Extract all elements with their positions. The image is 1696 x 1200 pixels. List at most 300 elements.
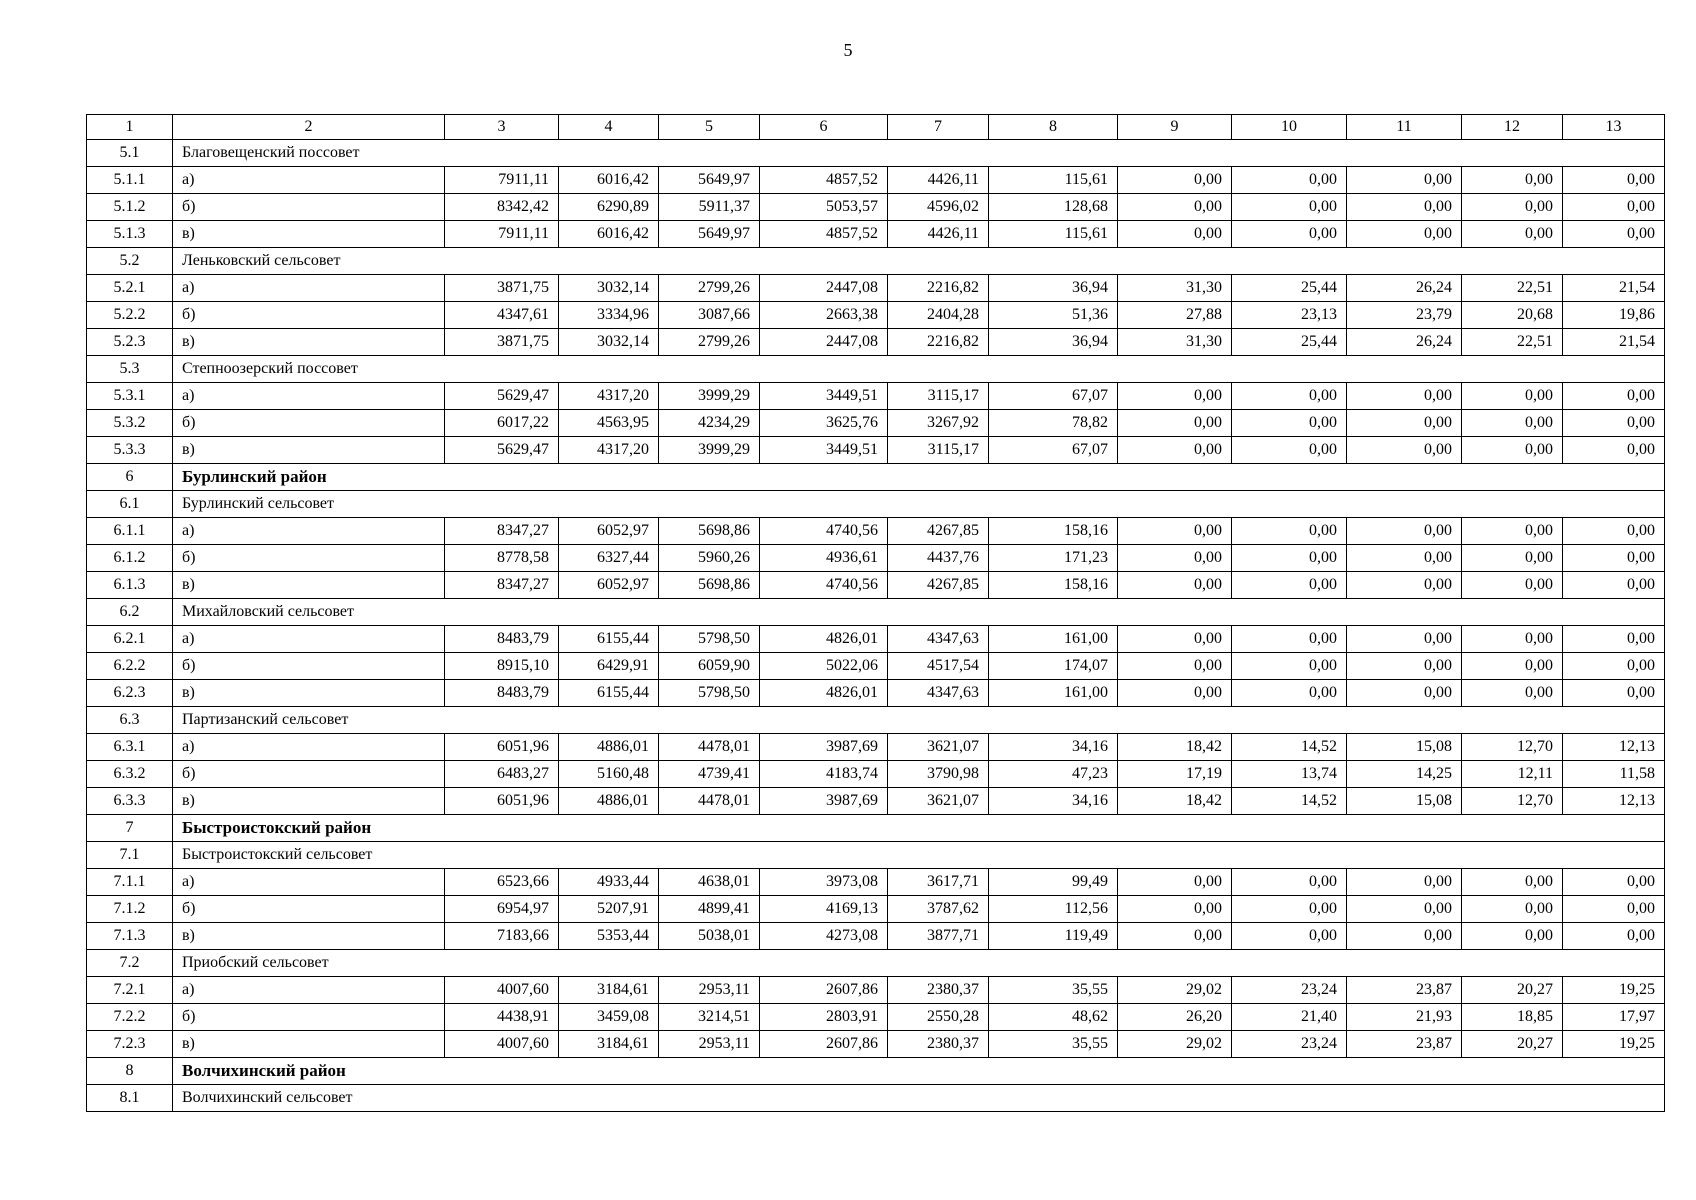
value-cell-col-11: 23,87: [1347, 1031, 1462, 1058]
settlement-row: [87, 842, 1665, 869]
value-cell-col-5: 6059,90: [659, 653, 760, 680]
row-code: 7.1.1: [87, 869, 173, 896]
settlement-name: Михайловский сельсовет: [173, 599, 1665, 626]
value-cell-col-4: 6016,42: [559, 221, 659, 248]
value-cell-col-12: 0,00: [1462, 194, 1563, 221]
value-cell-col-7: 3617,71: [888, 869, 989, 896]
value-cell-col-4: 6155,44: [559, 680, 659, 707]
value-cell-col-8: 99,49: [989, 869, 1118, 896]
value-cell-col-4: 3184,61: [559, 977, 659, 1004]
value-cell-col-4: 4317,20: [559, 437, 659, 464]
value-cell-col-11: 15,08: [1347, 734, 1462, 761]
district-row: [87, 1058, 1665, 1085]
value-cell-col-13: 0,00: [1563, 194, 1665, 221]
value-cell-col-9: 0,00: [1118, 896, 1232, 923]
value-cell-col-5: 3087,66: [659, 302, 760, 329]
value-cell-col-10: 23,24: [1232, 977, 1347, 1004]
row-code: 7.2.3: [87, 1031, 173, 1058]
table-row: [87, 302, 1665, 329]
settlement-row: [87, 1085, 1665, 1112]
value-cell-col-13: 21,54: [1563, 329, 1665, 356]
value-cell-col-8: 161,00: [989, 680, 1118, 707]
value-cell-col-8: 51,36: [989, 302, 1118, 329]
value-cell-col-10: 13,74: [1232, 761, 1347, 788]
value-cell-col-13: 0,00: [1563, 869, 1665, 896]
value-cell-col-3: 3871,75: [445, 329, 559, 356]
variant-label: б): [173, 1004, 445, 1031]
column-header-1: 1: [87, 115, 173, 140]
variant-label: а): [173, 167, 445, 194]
value-cell-col-8: 161,00: [989, 626, 1118, 653]
variant-label: а): [173, 518, 445, 545]
value-cell-col-10: 0,00: [1232, 896, 1347, 923]
row-code: 8.1: [87, 1085, 173, 1112]
page-number: 5: [843, 40, 853, 60]
value-cell-col-7: 3115,17: [888, 437, 989, 464]
value-cell-col-7: 4426,11: [888, 221, 989, 248]
value-cell-col-11: 14,25: [1347, 761, 1462, 788]
column-header-11: 11: [1347, 115, 1462, 140]
value-cell-col-9: 0,00: [1118, 626, 1232, 653]
table-row: [87, 653, 1665, 680]
value-cell-col-7: 2216,82: [888, 329, 989, 356]
value-cell-col-8: 47,23: [989, 761, 1118, 788]
row-code: 7.1.3: [87, 923, 173, 950]
value-cell-col-12: 0,00: [1462, 653, 1563, 680]
row-code: 7: [87, 815, 173, 842]
value-cell-col-7: 3267,92: [888, 410, 989, 437]
value-cell-col-8: 112,56: [989, 896, 1118, 923]
settlement-row: [87, 140, 1665, 167]
value-cell-col-6: 3449,51: [760, 383, 888, 410]
value-cell-col-7: 3621,07: [888, 788, 989, 815]
value-cell-col-12: 12,70: [1462, 788, 1563, 815]
value-cell-col-4: 6052,97: [559, 572, 659, 599]
value-cell-col-3: 6051,96: [445, 734, 559, 761]
value-cell-col-3: 8342,42: [445, 194, 559, 221]
value-cell-col-9: 29,02: [1118, 977, 1232, 1004]
table-body: [87, 140, 1665, 1112]
value-cell-col-9: 0,00: [1118, 437, 1232, 464]
value-cell-col-9: 31,30: [1118, 275, 1232, 302]
table-row: [87, 869, 1665, 896]
row-code: 5.1: [87, 140, 173, 167]
table-row: [87, 275, 1665, 302]
district-name: Волчихинский район: [173, 1058, 1665, 1085]
value-cell-col-9: 0,00: [1118, 545, 1232, 572]
value-cell-col-13: 0,00: [1563, 896, 1665, 923]
value-cell-col-4: 4317,20: [559, 383, 659, 410]
value-cell-col-8: 67,07: [989, 437, 1118, 464]
row-code: 6.3: [87, 707, 173, 734]
value-cell-col-6: 4857,52: [760, 221, 888, 248]
value-cell-col-7: 4267,85: [888, 572, 989, 599]
value-cell-col-10: 25,44: [1232, 275, 1347, 302]
value-cell-col-9: 18,42: [1118, 734, 1232, 761]
value-cell-col-13: 0,00: [1563, 572, 1665, 599]
value-cell-col-3: 4438,91: [445, 1004, 559, 1031]
value-cell-col-10: 0,00: [1232, 167, 1347, 194]
value-cell-col-11: 15,08: [1347, 788, 1462, 815]
value-cell-col-6: 5053,57: [760, 194, 888, 221]
value-cell-col-8: 34,16: [989, 788, 1118, 815]
value-cell-col-10: 0,00: [1232, 437, 1347, 464]
value-cell-col-3: 3871,75: [445, 275, 559, 302]
value-cell-col-12: 0,00: [1462, 923, 1563, 950]
table-row: [87, 221, 1665, 248]
value-cell-col-10: 0,00: [1232, 410, 1347, 437]
value-cell-col-13: 0,00: [1563, 545, 1665, 572]
row-code: 6: [87, 464, 173, 491]
value-cell-col-4: 3459,08: [559, 1004, 659, 1031]
value-cell-col-11: 0,00: [1347, 437, 1462, 464]
settlement-row: [87, 707, 1665, 734]
settlement-name: Бурлинский сельсовет: [173, 491, 1665, 518]
value-cell-col-4: 3184,61: [559, 1031, 659, 1058]
value-cell-col-9: 0,00: [1118, 194, 1232, 221]
value-cell-col-8: 35,55: [989, 977, 1118, 1004]
value-cell-col-10: 0,00: [1232, 545, 1347, 572]
value-cell-col-6: 4857,52: [760, 167, 888, 194]
variant-label: а): [173, 275, 445, 302]
value-cell-col-5: 4478,01: [659, 734, 760, 761]
value-cell-col-8: 171,23: [989, 545, 1118, 572]
row-code: 6.1.3: [87, 572, 173, 599]
variant-label: б): [173, 302, 445, 329]
value-cell-col-4: 3334,96: [559, 302, 659, 329]
value-cell-col-13: 11,58: [1563, 761, 1665, 788]
value-cell-col-5: 5649,97: [659, 221, 760, 248]
value-cell-col-6: 2447,08: [760, 275, 888, 302]
row-code: 6.3.3: [87, 788, 173, 815]
value-cell-col-12: 12,11: [1462, 761, 1563, 788]
value-cell-col-13: 0,00: [1563, 923, 1665, 950]
column-header-5: 5: [659, 115, 760, 140]
variant-label: а): [173, 383, 445, 410]
table-row: [87, 410, 1665, 437]
column-header-9: 9: [1118, 115, 1232, 140]
column-header-6: 6: [760, 115, 888, 140]
value-cell-col-13: 19,25: [1563, 1031, 1665, 1058]
value-cell-col-4: 6016,42: [559, 167, 659, 194]
value-cell-col-8: 115,61: [989, 221, 1118, 248]
value-cell-col-8: 158,16: [989, 572, 1118, 599]
value-cell-col-9: 18,42: [1118, 788, 1232, 815]
table-row: [87, 788, 1665, 815]
table-row: [87, 329, 1665, 356]
value-cell-col-13: 0,00: [1563, 626, 1665, 653]
value-cell-col-4: 4933,44: [559, 869, 659, 896]
value-cell-col-13: 0,00: [1563, 167, 1665, 194]
value-cell-col-6: 4936,61: [760, 545, 888, 572]
table-row: [87, 734, 1665, 761]
table-row: [87, 680, 1665, 707]
variant-label: в): [173, 572, 445, 599]
variant-label: в): [173, 437, 445, 464]
value-cell-col-7: 4596,02: [888, 194, 989, 221]
value-cell-col-10: 23,13: [1232, 302, 1347, 329]
column-header-8: 8: [989, 115, 1118, 140]
value-cell-col-9: 31,30: [1118, 329, 1232, 356]
settlement-row: [87, 356, 1665, 383]
variant-label: б): [173, 653, 445, 680]
row-code: 5.1.2: [87, 194, 173, 221]
variant-label: в): [173, 680, 445, 707]
value-cell-col-7: 3790,98: [888, 761, 989, 788]
value-cell-col-5: 2953,11: [659, 977, 760, 1004]
district-row: [87, 815, 1665, 842]
value-cell-col-11: 0,00: [1347, 572, 1462, 599]
value-cell-col-6: 4169,13: [760, 896, 888, 923]
value-cell-col-10: 0,00: [1232, 572, 1347, 599]
value-cell-col-11: 0,00: [1347, 869, 1462, 896]
row-code: 5.1.1: [87, 167, 173, 194]
column-header-4: 4: [559, 115, 659, 140]
value-cell-col-10: 0,00: [1232, 518, 1347, 545]
variant-label: б): [173, 194, 445, 221]
row-code: 5.2.2: [87, 302, 173, 329]
value-cell-col-10: 23,24: [1232, 1031, 1347, 1058]
value-cell-col-3: 8483,79: [445, 680, 559, 707]
value-cell-col-9: 26,20: [1118, 1004, 1232, 1031]
value-cell-col-10: 0,00: [1232, 626, 1347, 653]
value-cell-col-11: 0,00: [1347, 410, 1462, 437]
value-cell-col-6: 3973,08: [760, 869, 888, 896]
row-code: 6.2.1: [87, 626, 173, 653]
settlement-row: [87, 599, 1665, 626]
value-cell-col-12: 0,00: [1462, 896, 1563, 923]
table-row: [87, 761, 1665, 788]
tariff-table: [86, 114, 1665, 1112]
settlement-row: [87, 248, 1665, 275]
value-cell-col-3: 6483,27: [445, 761, 559, 788]
value-cell-col-5: 4234,29: [659, 410, 760, 437]
variant-label: а): [173, 977, 445, 1004]
value-cell-col-13: 0,00: [1563, 437, 1665, 464]
value-cell-col-3: 5629,47: [445, 383, 559, 410]
value-cell-col-13: 0,00: [1563, 221, 1665, 248]
row-code: 8: [87, 1058, 173, 1085]
settlement-name: Волчихинский сельсовет: [173, 1085, 1665, 1112]
value-cell-col-8: 128,68: [989, 194, 1118, 221]
value-cell-col-10: 0,00: [1232, 194, 1347, 221]
value-cell-col-4: 4563,95: [559, 410, 659, 437]
row-code: 5.3.1: [87, 383, 173, 410]
value-cell-col-8: 67,07: [989, 383, 1118, 410]
value-cell-col-11: 23,79: [1347, 302, 1462, 329]
value-cell-col-5: 2799,26: [659, 275, 760, 302]
value-cell-col-12: 0,00: [1462, 545, 1563, 572]
column-header-13: 13: [1563, 115, 1665, 140]
variant-label: а): [173, 869, 445, 896]
table-row: [87, 383, 1665, 410]
value-cell-col-6: 3449,51: [760, 437, 888, 464]
value-cell-col-7: 4347,63: [888, 680, 989, 707]
value-cell-col-3: 7183,66: [445, 923, 559, 950]
row-code: 5.2: [87, 248, 173, 275]
value-cell-col-8: 119,49: [989, 923, 1118, 950]
value-cell-col-9: 0,00: [1118, 167, 1232, 194]
value-cell-col-3: 6954,97: [445, 896, 559, 923]
value-cell-col-10: 0,00: [1232, 221, 1347, 248]
table-row: [87, 977, 1665, 1004]
value-cell-col-6: 2663,38: [760, 302, 888, 329]
value-cell-col-13: 0,00: [1563, 383, 1665, 410]
value-cell-col-3: 8778,58: [445, 545, 559, 572]
table-row: [87, 545, 1665, 572]
value-cell-col-12: 0,00: [1462, 383, 1563, 410]
value-cell-col-7: 2404,28: [888, 302, 989, 329]
value-cell-col-9: 0,00: [1118, 518, 1232, 545]
table-row: [87, 1031, 1665, 1058]
settlement-name: Партизанский сельсовет: [173, 707, 1665, 734]
row-code: 5.2.3: [87, 329, 173, 356]
value-cell-col-6: 2607,86: [760, 977, 888, 1004]
table-row: [87, 518, 1665, 545]
value-cell-col-4: 6429,91: [559, 653, 659, 680]
value-cell-col-11: 0,00: [1347, 545, 1462, 572]
value-cell-col-12: 12,70: [1462, 734, 1563, 761]
column-header-7: 7: [888, 115, 989, 140]
value-cell-col-11: 0,00: [1347, 923, 1462, 950]
value-cell-col-4: 4886,01: [559, 734, 659, 761]
value-cell-col-6: 3625,76: [760, 410, 888, 437]
value-cell-col-5: 2953,11: [659, 1031, 760, 1058]
value-cell-col-8: 34,16: [989, 734, 1118, 761]
value-cell-col-7: 3621,07: [888, 734, 989, 761]
settlement-name: Леньковский сельсовет: [173, 248, 1665, 275]
value-cell-col-7: 3787,62: [888, 896, 989, 923]
value-cell-col-10: 0,00: [1232, 923, 1347, 950]
value-cell-col-12: 0,00: [1462, 518, 1563, 545]
value-cell-col-3: 4007,60: [445, 977, 559, 1004]
row-code: 7.2: [87, 950, 173, 977]
variant-label: а): [173, 734, 445, 761]
value-cell-col-12: 20,27: [1462, 1031, 1563, 1058]
value-cell-col-4: 6290,89: [559, 194, 659, 221]
settlement-name: Благовещенский поссовет: [173, 140, 1665, 167]
value-cell-col-10: 25,44: [1232, 329, 1347, 356]
value-cell-col-4: 5160,48: [559, 761, 659, 788]
value-cell-col-5: 5911,37: [659, 194, 760, 221]
value-cell-col-9: 17,19: [1118, 761, 1232, 788]
value-cell-col-5: 4478,01: [659, 788, 760, 815]
value-cell-col-6: 4273,08: [760, 923, 888, 950]
value-cell-col-13: 21,54: [1563, 275, 1665, 302]
value-cell-col-6: 2447,08: [760, 329, 888, 356]
value-cell-col-13: 19,25: [1563, 977, 1665, 1004]
value-cell-col-9: 0,00: [1118, 410, 1232, 437]
value-cell-col-13: 0,00: [1563, 518, 1665, 545]
table-row: [87, 572, 1665, 599]
value-cell-col-11: 0,00: [1347, 896, 1462, 923]
value-cell-col-3: 8915,10: [445, 653, 559, 680]
district-row: [87, 464, 1665, 491]
value-cell-col-9: 0,00: [1118, 653, 1232, 680]
value-cell-col-11: 0,00: [1347, 167, 1462, 194]
value-cell-col-9: 0,00: [1118, 680, 1232, 707]
value-cell-col-9: 0,00: [1118, 221, 1232, 248]
settlement-row: [87, 950, 1665, 977]
variant-label: в): [173, 788, 445, 815]
row-code: 6.2.2: [87, 653, 173, 680]
value-cell-col-5: 3999,29: [659, 437, 760, 464]
value-cell-col-6: 4826,01: [760, 680, 888, 707]
value-cell-col-11: 26,24: [1347, 329, 1462, 356]
value-cell-col-11: 0,00: [1347, 221, 1462, 248]
value-cell-col-6: 4826,01: [760, 626, 888, 653]
row-code: 6.1: [87, 491, 173, 518]
value-cell-col-6: 4740,56: [760, 518, 888, 545]
variant-label: б): [173, 896, 445, 923]
value-cell-col-9: 0,00: [1118, 572, 1232, 599]
value-cell-col-12: 0,00: [1462, 410, 1563, 437]
row-code: 6.3.1: [87, 734, 173, 761]
value-cell-col-12: 0,00: [1462, 167, 1563, 194]
value-cell-col-11: 0,00: [1347, 653, 1462, 680]
value-cell-col-6: 3987,69: [760, 734, 888, 761]
value-cell-col-13: 19,86: [1563, 302, 1665, 329]
value-cell-col-11: 0,00: [1347, 194, 1462, 221]
value-cell-col-6: 5022,06: [760, 653, 888, 680]
value-cell-col-4: 6155,44: [559, 626, 659, 653]
column-header-12: 12: [1462, 115, 1563, 140]
value-cell-col-6: 4183,74: [760, 761, 888, 788]
value-cell-col-5: 5698,86: [659, 518, 760, 545]
value-cell-col-8: 115,61: [989, 167, 1118, 194]
value-cell-col-7: 4517,54: [888, 653, 989, 680]
value-cell-col-5: 5649,97: [659, 167, 760, 194]
variant-label: в): [173, 923, 445, 950]
row-code: 7.1: [87, 842, 173, 869]
value-cell-col-5: 3999,29: [659, 383, 760, 410]
value-cell-col-10: 0,00: [1232, 680, 1347, 707]
value-cell-col-3: 4347,61: [445, 302, 559, 329]
value-cell-col-13: 12,13: [1563, 734, 1665, 761]
variant-label: в): [173, 1031, 445, 1058]
value-cell-col-7: 3877,71: [888, 923, 989, 950]
row-code: 5.1.3: [87, 221, 173, 248]
value-cell-col-5: 5798,50: [659, 680, 760, 707]
variant-label: в): [173, 221, 445, 248]
value-cell-col-13: 0,00: [1563, 680, 1665, 707]
value-cell-col-5: 5960,26: [659, 545, 760, 572]
value-cell-col-9: 29,02: [1118, 1031, 1232, 1058]
table-row: [87, 1004, 1665, 1031]
value-cell-col-6: 3987,69: [760, 788, 888, 815]
variant-label: б): [173, 545, 445, 572]
value-cell-col-8: 158,16: [989, 518, 1118, 545]
value-cell-col-9: 0,00: [1118, 869, 1232, 896]
variant-label: б): [173, 410, 445, 437]
value-cell-col-12: 22,51: [1462, 275, 1563, 302]
table-row: [87, 167, 1665, 194]
column-number-row: [87, 115, 1665, 140]
variant-label: б): [173, 761, 445, 788]
row-code: 7.2.2: [87, 1004, 173, 1031]
value-cell-col-8: 36,94: [989, 329, 1118, 356]
value-cell-col-10: 14,52: [1232, 734, 1347, 761]
value-cell-col-3: 8347,27: [445, 518, 559, 545]
row-code: 5.2.1: [87, 275, 173, 302]
value-cell-col-5: 5698,86: [659, 572, 760, 599]
value-cell-col-12: 18,85: [1462, 1004, 1563, 1031]
value-cell-col-11: 0,00: [1347, 626, 1462, 653]
row-code: 7.2.1: [87, 977, 173, 1004]
value-cell-col-4: 4886,01: [559, 788, 659, 815]
variant-label: а): [173, 626, 445, 653]
value-cell-col-12: 20,68: [1462, 302, 1563, 329]
